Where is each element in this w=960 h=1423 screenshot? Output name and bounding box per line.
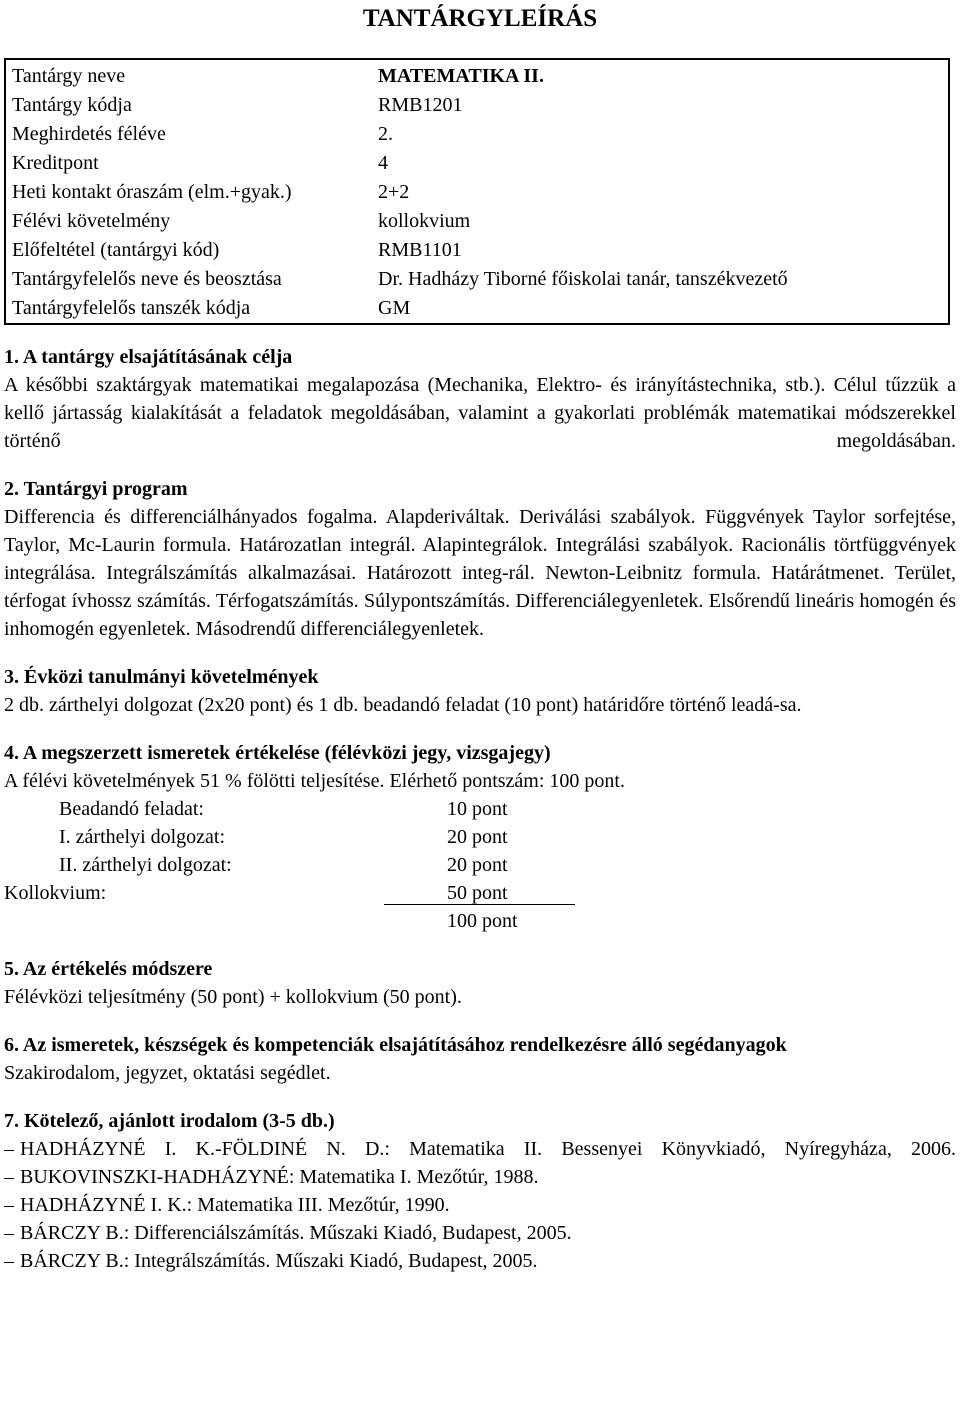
- info-value: 2.: [378, 123, 393, 145]
- info-row: [5, 236, 949, 265]
- info-value: RMB1201: [378, 94, 463, 116]
- info-label: Előfeltétel (tantárgyi kód): [12, 239, 220, 261]
- course-info-table: [4, 58, 950, 325]
- info-label: Tantárgyfelelős tanszék kódja: [12, 297, 251, 319]
- section-heading: 4. A megszerzett ismeretek értékelése (félévközi jegy, vizsgajegy): [4, 742, 551, 764]
- reference-text: HADHÁZYNÉ I. K.: Matematika III. Mezőtúr, 1990.: [20, 1194, 450, 1216]
- document-page: [4, 0, 956, 1275]
- section-heading: 6. Az ismeretek, készségek és kompetenciák elsajátításához rendelkezésre álló segédanyagok: [4, 1034, 787, 1056]
- score-row: [4, 823, 604, 851]
- score-breakdown: [4, 795, 956, 935]
- dash-bullet: –: [4, 1250, 14, 1272]
- section-text: Differencia és differenciálhányados fogalma. Alapderiváltak. Deriválási szabályok. Függvények Taylor sorfejtése, Taylor, Mc-Laurin formula. Határozatlan integrál. Alapintegrálok. Integrálási szabályok. Racionális törtfüggvények integrálása. Integrálszámítás alkalmazásai. Határozott integ-rál. Newton-Leibnitz formula. Határátmenet. Terület, térfogat ívhossz számítás. Térfogatszámítás. Súlypontszámítás. Differenciálegyenletek. Elsőrendű lineáris homogén és inhomogén egyenletek. Másodrendű differenciálegyenletek.: [4, 506, 956, 640]
- info-label: Tantárgyfelelős neve és beosztása: [12, 268, 282, 290]
- section-heading: 5. Az értékelés módszere: [4, 958, 213, 980]
- score-row: [4, 879, 604, 907]
- section-evaluation: [4, 739, 956, 935]
- score-value: 20 pont: [447, 854, 508, 876]
- info-value: 2+2: [378, 181, 410, 203]
- reference-text: BÁRCZY B.: Integrálszámítás. Műszaki Kiadó, Budapest, 2005.: [20, 1250, 538, 1272]
- section-method: [4, 955, 956, 1011]
- dash-bullet: –: [4, 1222, 14, 1244]
- info-value: kollokvium: [378, 210, 471, 232]
- info-row: [5, 207, 949, 236]
- section-text: 2 db. zárthelyi dolgozat (2x20 pont) és 1 db. beadandó feladat (10 pont) határidőre történő leadá-sa.: [4, 694, 802, 716]
- reference-text: HADHÁZYNÉ I. K.-FÖLDINÉ N. D.: Matematika II. Bessenyei Könyvkiadó, Nyíregyháza, 2006.: [20, 1138, 956, 1160]
- section-heading: 3. Évközi tanulmányi követelmények: [4, 666, 319, 688]
- section-heading: 1. A tantárgy elsajátításának célja: [4, 346, 293, 368]
- info-label: Tantárgy kódja: [12, 94, 132, 116]
- info-label: Félévi követelmény: [12, 210, 171, 232]
- info-row: [5, 294, 949, 324]
- section-program: [4, 475, 956, 643]
- section-text: Félévközi teljesítmény (50 pont) + kollokvium (50 pont).: [4, 986, 462, 1008]
- info-row: [5, 149, 949, 178]
- score-total-row: [4, 907, 604, 935]
- reference-text: BUKOVINSZKI-HADHÁZYNÉ: Matematika I. Mezőtúr, 1988.: [20, 1166, 539, 1188]
- list-item: [4, 1247, 956, 1275]
- info-value: 4: [378, 152, 388, 174]
- section-materials: [4, 1031, 956, 1087]
- score-label: II. zárthelyi dolgozat:: [59, 854, 232, 876]
- dash-bullet: –: [4, 1138, 14, 1160]
- dash-bullet: –: [4, 1194, 14, 1216]
- section-text: Szakirodalom, jegyzet, oktatási segédlet.: [4, 1062, 331, 1084]
- info-label: Meghirdetés féléve: [12, 123, 166, 145]
- info-row: [5, 59, 949, 91]
- list-item: [4, 1135, 956, 1163]
- score-value: 50 pont: [447, 882, 508, 904]
- info-label: Tantárgy neve: [12, 65, 126, 87]
- info-value: MATEMATIKA II.: [378, 65, 544, 87]
- info-row: [5, 265, 949, 294]
- list-item: [4, 1219, 956, 1247]
- section-literature: [4, 1107, 956, 1275]
- section-text: A félévi követelmények 51 % fölötti teljesítése. Elérhető pontszám: 100 pont.: [4, 770, 625, 792]
- dash-bullet: –: [4, 1166, 14, 1188]
- document-title: TANTÁRGYLEÍRÁS: [362, 5, 598, 32]
- section-text: A későbbi szaktárgyak matematikai megalapozása (Mechanika, Elektro- és irányítástechnika, stb.). Célul tűzzük a kellő jártasság kialakítását a feladatok megoldásában, valamint a gyakorlati problémák matematikai módszerekkel történő megoldásában.: [4, 374, 956, 452]
- reference-text: BÁRCZY B.: Differenciálszámítás. Műszaki Kiadó, Budapest, 2005.: [20, 1222, 572, 1244]
- list-item: [4, 1163, 956, 1191]
- section-heading: 7. Kötelező, ajánlott irodalom (3-5 db.): [4, 1110, 335, 1132]
- info-label: Heti kontakt óraszám (elm.+gyak.): [12, 181, 292, 203]
- section-heading: 2. Tantárgyi program: [4, 478, 188, 500]
- section-goal: [4, 343, 956, 455]
- info-row: [5, 120, 949, 149]
- info-label: Kreditpont: [12, 152, 99, 174]
- score-label: Beadandó feladat:: [59, 798, 204, 820]
- info-row: [5, 178, 949, 207]
- info-row: [5, 91, 949, 120]
- score-label: Kollokvium:: [4, 882, 107, 904]
- score-total: 100 pont: [447, 910, 518, 932]
- reference-list: [4, 1135, 956, 1275]
- section-requirements: [4, 663, 956, 719]
- info-value: GM: [378, 297, 411, 319]
- score-row: [4, 851, 604, 879]
- sum-underline: [384, 904, 575, 905]
- score-value: 10 pont: [447, 798, 508, 820]
- info-value: Dr. Hadházy Tiborné főiskolai tanár, tanszékvezető: [378, 268, 788, 290]
- list-item: [4, 1191, 956, 1219]
- score-row: [4, 795, 604, 823]
- score-label: I. zárthelyi dolgozat:: [59, 826, 226, 848]
- score-value: 20 pont: [447, 826, 508, 848]
- info-value: RMB1101: [378, 239, 462, 261]
